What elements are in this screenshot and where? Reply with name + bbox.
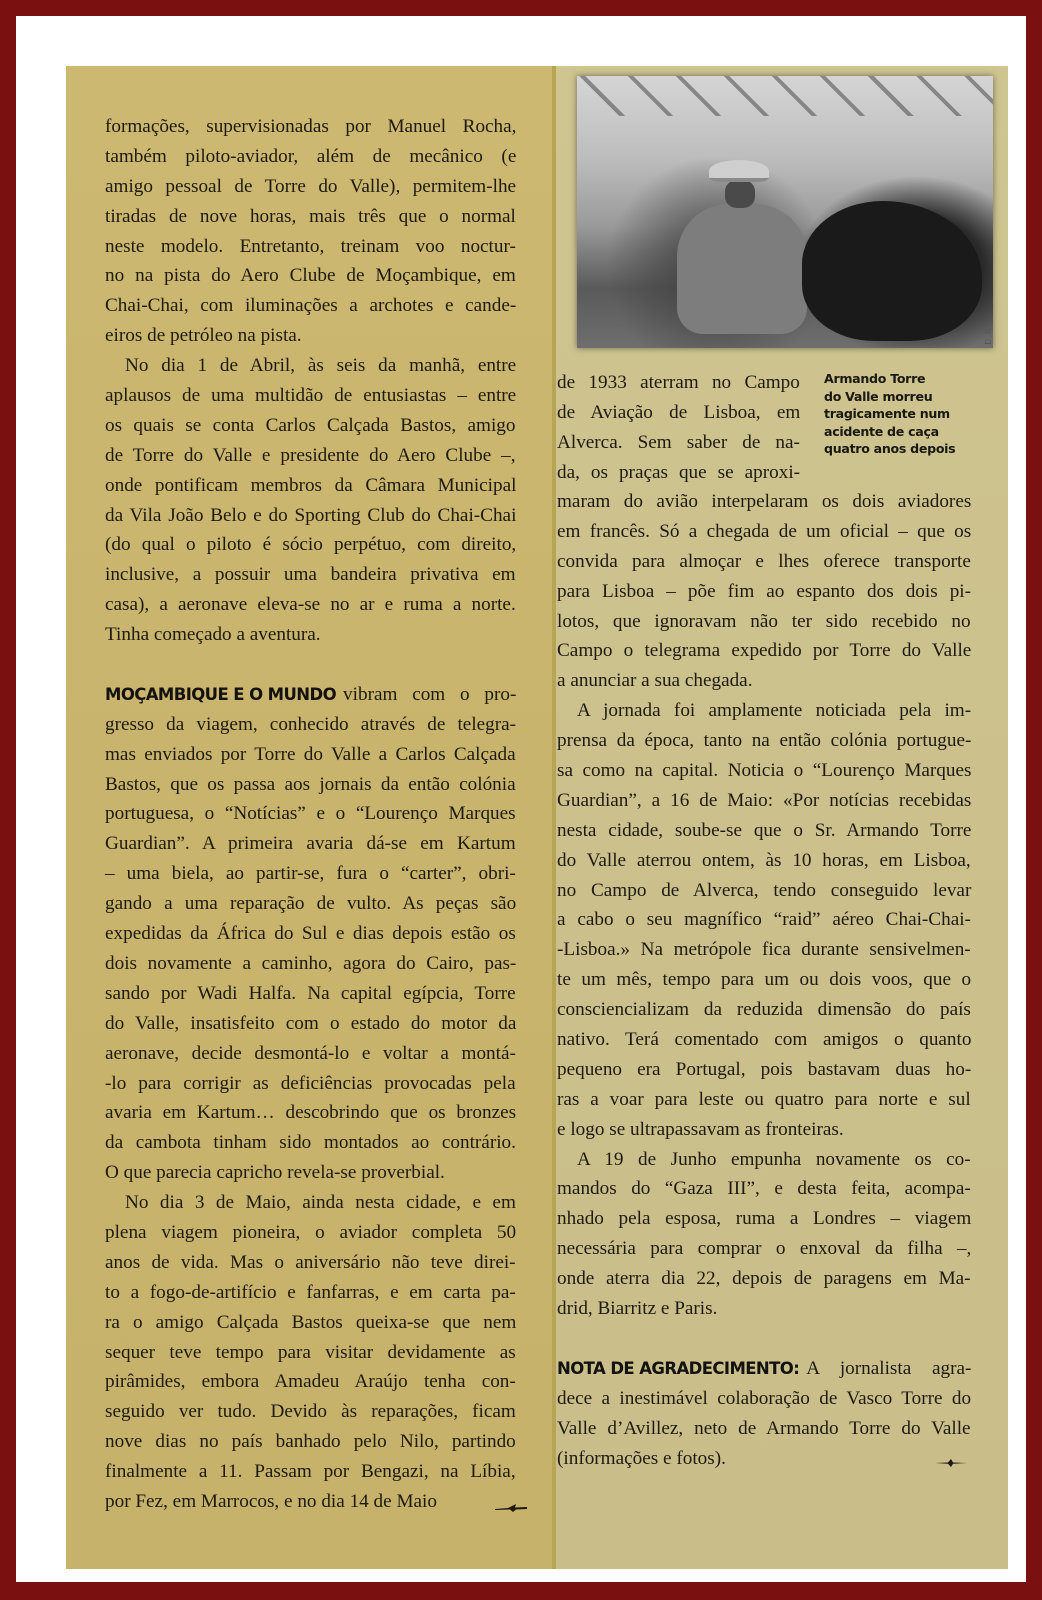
text-line <box>105 1009 516 1039</box>
magazine-spread <box>66 66 1008 1569</box>
text-line <box>557 1294 971 1324</box>
line-text: de Torre do Valle e presidente do Aero Clube –, <box>105 444 516 466</box>
photo-lion <box>802 201 982 341</box>
text-line <box>105 1487 516 1517</box>
line-text: lotos, que ignoravam não ter sido recebido no <box>557 610 971 632</box>
text-line <box>557 428 800 458</box>
line-text: -lo para corrigir as deficiências provocadas pela <box>105 1072 516 1094</box>
text-line <box>557 517 971 547</box>
line-text: inclusive, a possuir uma bandeira privativa em <box>105 564 516 586</box>
airplane-icon <box>494 1498 528 1508</box>
line-text: neste modelo. Entretanto, treinam voo noctur- <box>105 235 516 257</box>
text-line <box>105 1069 516 1099</box>
line-text: aeronave, decide desmontá-lo e voltar a montá- <box>105 1042 516 1064</box>
text-line <box>105 740 516 770</box>
text-line <box>105 829 516 859</box>
line-text: No dia 3 de Maio, ainda nesta cidade, e em <box>125 1192 516 1214</box>
section-gap <box>557 1324 971 1354</box>
line-text: em francês. Só a chegada de um oficial – que os <box>557 520 972 542</box>
text-line <box>105 680 516 710</box>
section-heading-nota: NOTA DE AGRADECIMENTO: <box>557 1358 800 1378</box>
line-text: onde aterra dia 22, depois de paragens em Ma- <box>557 1268 971 1290</box>
line-text: nove dias no país banhado pelo Nilo, partindo <box>105 1431 516 1453</box>
line-text: eiros de petróleo na pista. <box>105 325 302 347</box>
text-line <box>105 351 516 381</box>
left-column-text <box>105 112 516 1517</box>
text-line <box>557 1234 971 1264</box>
line-text: anos de vida. Mas o aniversário não teve direi- <box>105 1251 516 1273</box>
text-line <box>105 441 516 471</box>
text-line <box>105 172 516 202</box>
photo-pith-helmet <box>709 160 769 182</box>
line-text: mandos do “Gaza III”, e desta feita, acompa- <box>557 1178 971 1200</box>
text-line <box>105 1158 516 1188</box>
text-line <box>557 696 971 726</box>
line-text: (do qual o piloto é sócio perpétuo, com direito, <box>105 534 517 556</box>
line-text: Chai-Chai, com iluminações a archotes e cande- <box>105 295 517 317</box>
line-text: sequer teve tempo para visitar devidamente as <box>105 1341 516 1363</box>
text-line <box>105 232 516 262</box>
line-text: sa como na capital. Noticia o “Lourenço Marques <box>557 760 972 782</box>
line-text: no Campo de Alverca, tendo conseguido levar <box>557 879 972 901</box>
line-text: Valle d’Avillez, neto de Armando Torre do Valle <box>557 1417 971 1439</box>
section-heading-mocambique: MOÇAMBIQUE E O MUNDO <box>105 684 337 704</box>
caption-line: acidente de caça <box>824 423 939 439</box>
photo-credit: D.R. <box>983 324 993 345</box>
text-line <box>557 1145 971 1175</box>
line-text: nhado pela esposa, ruma a Londres – viagem <box>557 1208 972 1230</box>
line-text: pequeno era Portugal, pois bastavam duas ho- <box>557 1058 972 1080</box>
text-line <box>557 607 971 637</box>
line-text: finalmente a 11. Passam por Bengazi, na Líbia, <box>105 1461 516 1483</box>
text-line <box>557 726 971 756</box>
line-text: também piloto-aviador, além de mecânico (e <box>105 145 517 167</box>
text-line <box>105 411 516 441</box>
line-text: dois novamente a caminho, agora do Cairo, pas- <box>105 952 517 974</box>
text-line <box>105 1128 516 1158</box>
text-line <box>105 859 516 889</box>
section-gap <box>105 650 516 680</box>
line-text: avaria em Kartum… descobrindo que os bronzes <box>105 1102 517 1124</box>
text-line <box>557 786 971 816</box>
line-text: gando a uma reparação de vulto. As peças são <box>105 893 517 915</box>
line-text: do Valle, insatisfeito com o estado do motor da <box>105 1012 517 1034</box>
text-line <box>557 1264 971 1294</box>
text-line <box>105 919 516 949</box>
line-text: a anunciar a sua chegada. <box>557 670 753 692</box>
text-line <box>105 620 516 650</box>
picture-frame <box>16 16 1026 1582</box>
text-line <box>105 142 516 172</box>
text-line <box>105 799 516 829</box>
line-text: gresso da viagem, conhecido através de telegra- <box>105 713 517 735</box>
text-line <box>105 1457 516 1487</box>
historic-photo <box>577 76 993 348</box>
text-line <box>105 1278 516 1308</box>
line-text: expedidas da África do Sul e dias depois estão os <box>105 923 516 945</box>
line-text: sando por Wadi Halfa. Na capital egípcia, Torre <box>105 982 516 1004</box>
text-line <box>557 487 971 517</box>
line-text: to a fogo-de-artifício e fanfarras, e em carta pa- <box>105 1281 516 1303</box>
text-line <box>557 1115 971 1145</box>
text-line <box>557 756 971 786</box>
text-line <box>557 1384 971 1414</box>
text-line <box>557 1025 971 1055</box>
caption-line: Armando Torre <box>824 371 926 386</box>
text-line <box>557 547 971 577</box>
line-text: drid, Biarritz e Paris. <box>557 1298 718 1320</box>
text-line <box>557 965 971 995</box>
line-text: te um mês, tempo para um ou dois voos, que o <box>557 969 972 991</box>
line-text: consciencializam da reduzida dimensão do país <box>557 999 971 1021</box>
caption-line: do Valle morreu <box>824 388 933 404</box>
text-line <box>105 1367 516 1397</box>
line-text: de 1933 aterram no Campo <box>557 372 800 393</box>
text-line <box>105 1248 516 1278</box>
line-text: seguido ver tudo. Devido às reparações, ficam <box>105 1401 516 1423</box>
line-text: da, os praças que se aproxi- <box>557 461 801 483</box>
text-line <box>105 979 516 1009</box>
line-text: Bastos, que os passa aos jornais da então colónia <box>105 773 516 795</box>
text-line <box>105 1218 516 1248</box>
text-line <box>105 1427 516 1457</box>
text-line <box>557 398 800 428</box>
line-text: no na pista do Aero Clube de Moçambique, em <box>105 265 516 287</box>
line-text: -Lisboa.» Na metrópole fica durante sensivelmen- <box>557 939 971 961</box>
line-text: da Vila João Belo e do Sporting Club do Chai-Chai <box>105 504 517 526</box>
text-line <box>557 876 971 906</box>
line-text: do Valle aterrou ontem, às 10 horas, em Lisboa, <box>557 849 971 871</box>
text-line <box>557 816 971 846</box>
text-line <box>557 846 971 876</box>
text-line <box>105 291 516 321</box>
line-text: amigo pessoal de Torre do Valle), permitem-lhe <box>105 175 517 197</box>
line-text: convida para almoçar e lhes oferece transporte <box>557 550 971 572</box>
line-text: – uma biela, ao partir-se, fura o “carter”, obri- <box>105 863 516 885</box>
text-line <box>105 381 516 411</box>
airplane-icon <box>934 1453 968 1463</box>
text-line <box>105 1039 516 1069</box>
line-text: plena viagem pioneira, o aviador completa 50 <box>105 1221 517 1243</box>
text-line <box>105 590 516 620</box>
line-text: pirâmides, embora Amadeu Araújo tenha con- <box>105 1371 516 1393</box>
caption-line: tragicamente num <box>824 406 950 422</box>
right-column-text <box>557 487 971 1473</box>
text-line <box>105 1308 516 1338</box>
photo-scaffold <box>577 76 993 116</box>
line-text: onde pontificam membros da Câmara Municipal <box>105 474 517 496</box>
text-line <box>557 905 971 935</box>
page-gutter <box>552 66 556 1569</box>
text-line <box>105 471 516 501</box>
line-text: e logo se ultrapassavam as fronteiras. <box>557 1118 844 1140</box>
photo-man-body <box>677 204 807 334</box>
line-text: por Fez, em Marrocos, e no dia 14 de Maio <box>105 1490 437 1512</box>
line-text: formações, supervisionadas por Manuel Rocha, <box>105 116 517 137</box>
text-line <box>105 202 516 232</box>
line-text: para Lisboa – põe fim ao espanto dos dois pi- <box>557 580 972 602</box>
line-text: A jornalista agra- <box>806 1357 972 1379</box>
line-text: de Aviação de Lisboa, em <box>557 401 801 423</box>
text-line <box>105 321 516 351</box>
text-line <box>105 1098 516 1128</box>
line-text: dece a inestimável colaboração de Vasco Torre do <box>557 1387 972 1409</box>
right-column-narrow-text <box>557 368 800 488</box>
photo-caption <box>824 370 964 458</box>
text-line <box>105 530 516 560</box>
text-line <box>557 1444 971 1474</box>
line-text: (informações e fotos). <box>557 1447 726 1469</box>
text-line <box>105 1188 516 1218</box>
line-text: prensa da época, tanto na então colónia portugue- <box>557 730 972 752</box>
text-line <box>105 1397 516 1427</box>
text-line <box>105 1338 516 1368</box>
text-line <box>557 935 971 965</box>
line-text: casa), a aeronave eleva-se no ar e ruma a norte. <box>105 594 516 616</box>
photo-man-head <box>725 180 755 208</box>
text-line <box>557 1174 971 1204</box>
line-text: A jornada foi amplamente noticiada pela im- <box>577 700 972 722</box>
text-line <box>105 112 516 142</box>
line-text: necessária para comprar o enxoval da filha –, <box>557 1238 972 1260</box>
line-text: A 19 de Junho empunha novamente os co- <box>577 1148 971 1170</box>
text-line <box>105 710 516 740</box>
text-line <box>105 889 516 919</box>
line-text: ras a voar para leste ou quatro para norte e sul <box>557 1088 971 1110</box>
line-text: nesta cidade, soube-se que o Sr. Armando Torre <box>557 819 972 841</box>
line-text: ra o amigo Calçada Bastos queixa-se que nem <box>105 1311 517 1333</box>
text-line <box>105 560 516 590</box>
line-text: a cabo o seu magnífico “raid” aéreo Chai-Chai- <box>557 909 971 931</box>
line-text: tiradas de nove horas, mais três que o normal <box>105 205 516 227</box>
text-line <box>557 368 800 398</box>
line-text: nativo. Terá comentado com amigos o quanto <box>557 1029 972 1051</box>
text-line <box>557 636 971 666</box>
text-line <box>557 1085 971 1115</box>
text-line <box>105 501 516 531</box>
line-text: Alverca. Sem saber de na- <box>557 431 800 453</box>
line-text: aplausos de uma multidão de entusiastas – entre <box>105 385 517 407</box>
line-text: da cambota tinham sido montados ao contrário. <box>105 1132 516 1154</box>
text-line <box>105 261 516 291</box>
text-line <box>557 1354 971 1384</box>
text-line <box>557 1414 971 1444</box>
line-text: Campo o telegrama expedido por Torre do Valle <box>557 640 972 662</box>
text-line <box>557 1055 971 1085</box>
line-text: os quais se conta Carlos Calçada Bastos, amigo <box>105 414 516 436</box>
text-line <box>557 995 971 1025</box>
text-line <box>105 770 516 800</box>
line-text: No dia 1 de Abril, às seis da manhã, entre <box>125 355 517 377</box>
line-text: Guardian”, a 16 de Maio: «Por notícias recebidas <box>557 789 972 811</box>
line-text: portuguesa, o “Notícias” e o “Lourenço Marques <box>105 803 516 825</box>
line-text: vibram com o pro- <box>343 683 517 705</box>
line-text: Tinha começado a aventura. <box>105 624 321 646</box>
line-text: maram do avião interpelaram os dois aviadores <box>557 491 972 512</box>
caption-line: quatro anos depois <box>824 441 956 457</box>
text-line <box>557 577 971 607</box>
line-text: Guardian”. A primeira avaria dá-se em Kartum <box>105 833 516 855</box>
line-text: O que parecia capricho revela-se proverbial. <box>105 1162 445 1184</box>
text-line <box>557 458 800 488</box>
line-text: mas enviados por Torre do Valle a Carlos Calçada <box>105 743 516 765</box>
text-line <box>557 666 971 696</box>
text-line <box>105 949 516 979</box>
text-line <box>557 1204 971 1234</box>
